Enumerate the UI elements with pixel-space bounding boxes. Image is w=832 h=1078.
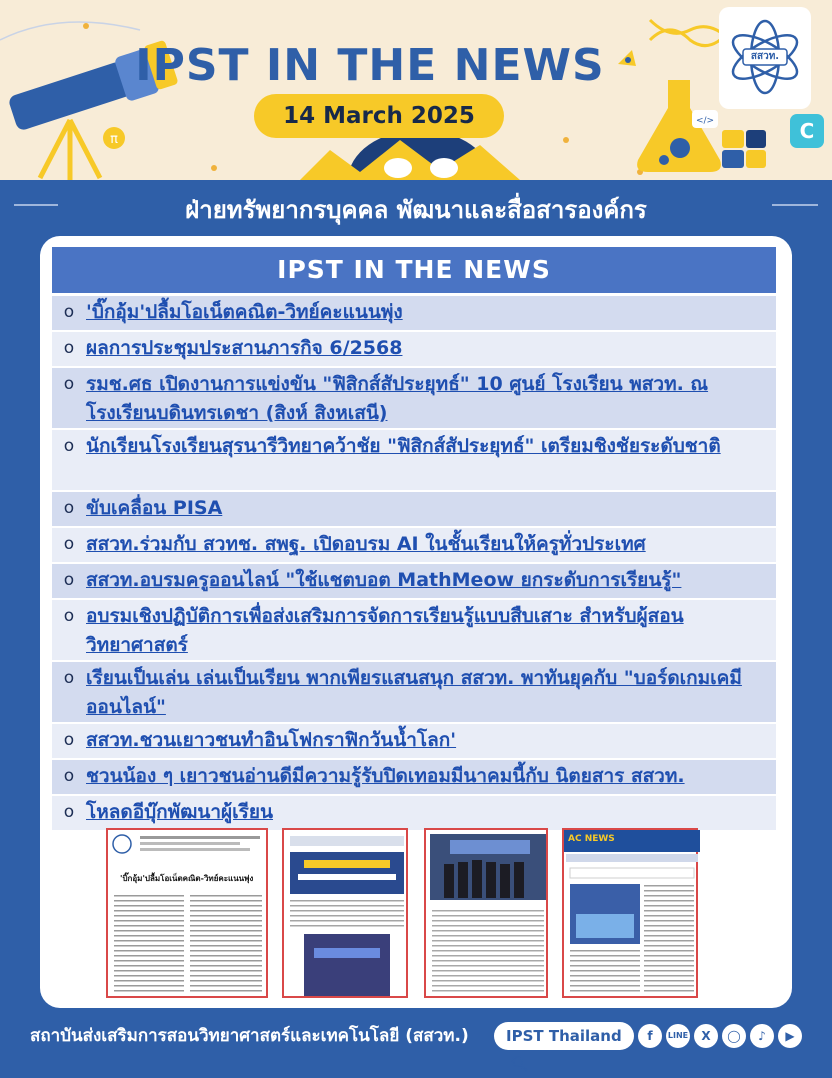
news-heading: IPST IN THE NEWS [52, 247, 776, 293]
list-item [52, 296, 776, 330]
news-site-screenshot [564, 830, 700, 1000]
x-icon[interactable]: X [694, 1024, 718, 1048]
svg-text:</>: </> [695, 116, 715, 126]
site-brand: AC NEWS [568, 834, 615, 844]
news-link[interactable]: สสวท.ร่วมกับ สวทช. สพฐ. เปิดอบรม AI ในชั้นเรียนให้ครูทั่วประเทศ [86, 533, 646, 555]
news-link[interactable]: ผลการประชุมประสานภารกิจ 6/2568 [86, 337, 403, 359]
svg-text:C: C [799, 119, 815, 143]
bullet-icon: o [63, 730, 75, 750]
search-icon: 🔍︎ [510, 1055, 530, 1073]
footer-org: สถาบันส่งเสริมการสอนวิทยาศาสตร์และเทคโนโลยี (สสวท.) [30, 1026, 469, 1046]
newspaper-clipping [108, 830, 270, 1000]
list-item [52, 564, 776, 598]
line-icon[interactable]: LINE [666, 1024, 690, 1048]
bullet-icon: o [63, 374, 75, 394]
department-title: ฝ่ายทรัพยากรบุคคล พัฒนาและสื่อสารองค์กร [185, 196, 647, 224]
list-item [52, 492, 776, 526]
list-item [52, 724, 776, 758]
news-link[interactable]: สสวท.ชวนเยาวชนทำอินโฟกราฟิกวันน้ำโลก' [86, 729, 457, 751]
news-link[interactable]: โหลดอีบุ๊กพัฒนาผู้เรียน [86, 801, 273, 823]
news-link[interactable]: อบรมเชิงปฏิบัติการเพื่อส่งเสริมการจัดการเรียนรู้แบบสืบเสาะ สำหรับผู้สอนวิทยาศาสตร์ [86, 605, 684, 656]
news-thumbnail[interactable] [424, 828, 548, 998]
instagram-icon[interactable]: ◯ [722, 1024, 746, 1048]
list-item [52, 662, 776, 722]
c-language-icon [790, 114, 824, 148]
bullet-icon: o [63, 668, 75, 688]
logo-text: สสวท. [750, 51, 780, 62]
list-item [52, 332, 776, 366]
facebook-icon[interactable]: f [638, 1024, 662, 1048]
news-link[interactable]: 'บิ๊กอุ้ม'ปลื้มโอเน็ตคณิต-วิทย์คะแนนพุ่ง [86, 301, 403, 323]
list-item [52, 600, 776, 660]
tiktok-icon[interactable]: ♪ [750, 1024, 774, 1048]
bullet-icon: o [63, 802, 75, 822]
thumbnail-caption: 'บิ๊กอุ้ม'ปลื้มโอเน็ตคณิต-วิทย์คะแนนพุ่ง [120, 874, 254, 883]
pi-icon [103, 127, 125, 149]
article-screenshot [284, 830, 410, 1000]
news-thumbnail[interactable] [282, 828, 408, 998]
list-item [52, 528, 776, 562]
news-link[interactable]: เรียนเป็นเล่น เล่นเป็นเรียน พากเพียรแสนสนุก สสวท. พาทันยุคกับ "บอร์ดเกมเคมีออนไลน์" [86, 667, 742, 718]
social-handle[interactable] [494, 1022, 634, 1073]
code-icon [692, 110, 718, 128]
bullet-icon: o [63, 302, 75, 322]
list-item [52, 796, 776, 830]
news-link[interactable]: สสวท.อบรมครูออนไลน์ "ใช้แชตบอต MathMeow ยกระดับการเรียนรู้" [86, 569, 682, 591]
news-list [52, 296, 776, 832]
news-link[interactable]: ขับเคลื่อน PISA [86, 497, 223, 519]
date-badge: 14 March 2025 [254, 94, 504, 138]
bullet-icon: o [63, 338, 75, 358]
bullet-icon: o [63, 534, 75, 554]
bullet-icon: o [63, 498, 75, 518]
calculator-icon [722, 130, 766, 168]
page-title: IPST IN THE NEWS [135, 40, 605, 91]
bullet-icon: o [63, 436, 75, 456]
event-photo [426, 830, 550, 1000]
news-link[interactable]: รมช.ศธ เปิดงานการแข่งขัน "ฟิสิกส์สัประยุทธ์" 10 ศูนย์ โรงเรียน พสวท. ณ โรงเรียนบดินทรเดชา (สิงห์ สิงหเสนี) [86, 373, 709, 424]
list-item [52, 368, 776, 428]
handle-label: IPST Thailand [506, 1027, 622, 1045]
bullet-icon: o [63, 766, 75, 786]
list-item [52, 760, 776, 794]
svg-text:π: π [110, 132, 118, 147]
header-banner [0, 0, 832, 180]
news-link[interactable]: นักเรียนโรงเรียนสุรนารีวิทยาคว้าชัย "ฟิสิกส์สัประยุทธ์" เตรียมชิงชัยระดับชาติ [86, 435, 721, 457]
news-link[interactable]: ชวนน้อง ๆ เยาวชนอ่านดีมีความรู้รับปิดเทอมมีนาคมนี้กับ นิตยสาร สสวท. [86, 765, 685, 787]
list-item [52, 430, 776, 490]
youtube-icon[interactable]: ▶ [778, 1024, 802, 1048]
news-thumbnail[interactable] [562, 828, 698, 998]
bullet-icon: o [63, 570, 75, 590]
bullet-icon: o [63, 606, 75, 626]
ipst-logo [719, 7, 811, 109]
news-thumbnail[interactable] [106, 828, 268, 998]
